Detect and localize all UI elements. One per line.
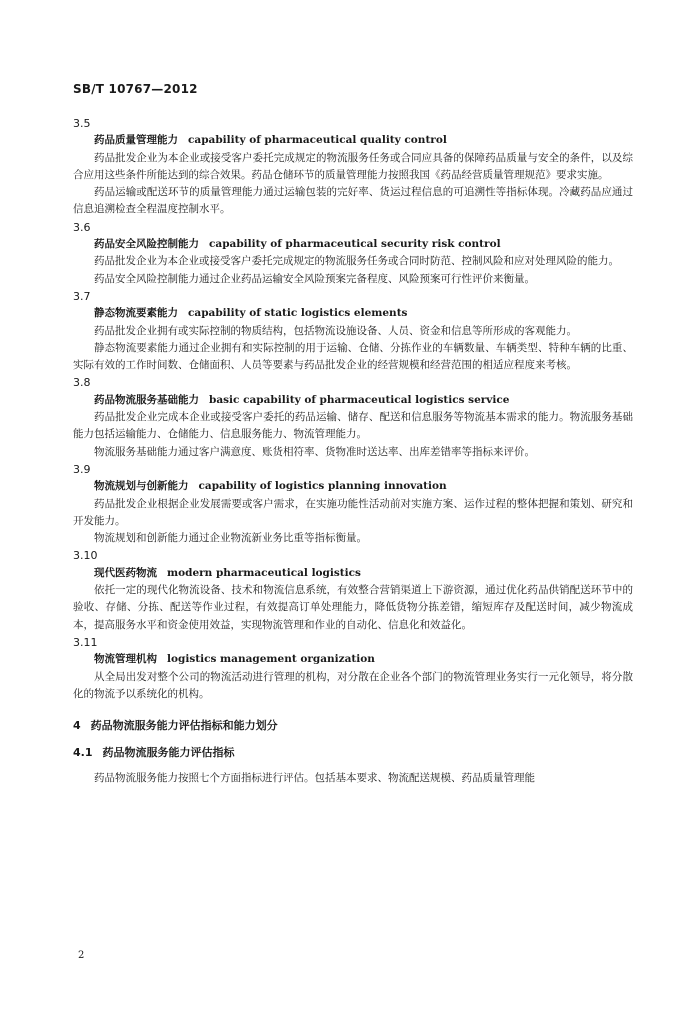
clause-3-11 bbox=[73, 634, 633, 703]
subsection-title: 药品物流服务能力评估指标 bbox=[102, 746, 235, 760]
clause-paragraph: 物流规划和创新能力通过企业物流新业务比重等指标衡量。 bbox=[94, 532, 367, 545]
clause-paragraph: 静态物流要素能力通过企业拥有和实际控制的用于运输、仓储、分拣作业的车辆数量、车辆类型、特种车辆的比重、实际有效的工作时间数、仓储面积、人员等要素与药品批发企业的经营规模和经营范围的相适应程度来考核。 bbox=[73, 341, 633, 372]
clause-number: 3.7 bbox=[73, 289, 91, 303]
section-title: 药品物流服务能力评估指标和能力划分 bbox=[90, 719, 278, 733]
term-chinese: 物流管理机构 bbox=[94, 653, 157, 666]
page-number: 2 bbox=[78, 950, 85, 961]
clause-number: 3.11 bbox=[73, 635, 98, 649]
clause-paragraph: 药品批发企业为本企业或接受客户委托完成规定的物流服务任务或合同时防范、控制风险和应对处理风险的能力。 bbox=[94, 255, 619, 268]
term-english: modern pharmaceutical logistics bbox=[167, 566, 361, 579]
clause-paragraph: 药品批发企业根据企业发展需要或客户需求，在实施功能性活动前对实施方案、运作过程的整体把握和策划、研究和开发能力。 bbox=[73, 497, 633, 527]
clause-paragraph: 药品批发企业为本企业或接受客户委托完成规定的物流服务任务或合同应具备的保障药品质量与安全的条件，以及综合应用这些条件所能达到的综合效果。药品仓储环节的质量管理能力按照我国《药品经营质量管理规范》要求实施。 bbox=[73, 151, 633, 181]
standard-code: SB/T 10767—2012 bbox=[73, 82, 198, 96]
term-heading bbox=[73, 565, 633, 582]
clause-paragraph: 从全局出发对整个公司的物流活动进行管理的机构，对分散在企业各个部门的物流管理业务实行一元化领导，将分散化的物流予以系统化的机构。 bbox=[73, 670, 633, 700]
term-chinese: 药品物流服务基础能力 bbox=[94, 393, 199, 406]
subsection-paragraph: 药品物流服务能力按照七个方面指标进行评估。包括基本要求、物流配送规模、药品质量管理能 bbox=[94, 771, 535, 784]
clause-3-9 bbox=[73, 461, 633, 547]
section-4-heading bbox=[73, 717, 633, 734]
clause-3-6 bbox=[73, 219, 633, 288]
term-heading bbox=[73, 651, 633, 668]
term-english: capability of logistics planning innovation bbox=[198, 480, 447, 493]
document-body bbox=[73, 115, 633, 787]
term-heading bbox=[73, 305, 633, 322]
term-english: basic capability of pharmaceutical logistics service bbox=[209, 393, 510, 406]
term-english: capability of static logistics elements bbox=[188, 307, 408, 320]
clause-paragraph: 药品运输或配送环节的质量管理能力通过运输包装的完好率、货运过程信息的可追溯性等指标体现。冷藏药品应通过信息追溯检查全程温度控制水平。 bbox=[73, 186, 633, 216]
term-english: capability of pharmaceutical quality control bbox=[188, 134, 447, 147]
term-heading bbox=[73, 236, 633, 253]
term-chinese: 物流规划与创新能力 bbox=[94, 480, 189, 493]
clause-paragraph: 药品安全风险控制能力通过企业药品运输安全风险预案完备程度、风险预案可行性评价来衡量。 bbox=[94, 272, 535, 285]
clause-paragraph: 药品批发企业完成本企业或接受客户委托的药品运输、储存、配送和信息服务等物流基本需求的能力。物流服务基础能力包括运输能力、仓储能力、信息服务能力、物流管理能力。 bbox=[73, 411, 633, 441]
section-number: 4 bbox=[73, 719, 81, 733]
term-english: capability of pharmaceutical security risk control bbox=[209, 238, 501, 251]
term-chinese: 药品质量管理能力 bbox=[94, 134, 178, 147]
subsection-number: 4.1 bbox=[73, 746, 93, 760]
clause-number: 3.10 bbox=[73, 549, 98, 563]
clause-number: 3.9 bbox=[73, 462, 91, 476]
clause-number: 3.6 bbox=[73, 220, 91, 234]
term-heading bbox=[73, 478, 633, 495]
clause-number: 3.5 bbox=[73, 117, 91, 130]
term-heading bbox=[73, 132, 633, 149]
term-chinese: 静态物流要素能力 bbox=[94, 307, 178, 320]
term-chinese: 现代医药物流 bbox=[94, 566, 157, 579]
section-4-1-heading bbox=[73, 744, 633, 761]
term-chinese: 药品安全风险控制能力 bbox=[94, 238, 199, 251]
clause-3-10 bbox=[73, 547, 633, 633]
clause-3-7 bbox=[73, 288, 633, 374]
clause-paragraph: 药品批发企业拥有或实际控制的物质结构，包括物流设施设备、人员、资金和信息等所形成的客观能力。 bbox=[94, 324, 577, 337]
clause-3-5 bbox=[73, 115, 633, 219]
clause-3-8 bbox=[73, 374, 633, 460]
clause-number: 3.8 bbox=[73, 376, 91, 390]
term-heading bbox=[73, 392, 633, 409]
clause-paragraph: 物流服务基础能力通过客户满意度、账货相符率、货物准时送达率、出库差错率等指标来评价。 bbox=[94, 445, 535, 458]
clause-paragraph: 依托一定的现代化物流设备、技术和物流信息系统，有效整合营销渠道上下游资源，通过优化药品供销配送环节中的验收、存储、分拣、配送等作业过程，有效提高订单处理能力，降低货物分拣差错，缩短库存及配送时间，减少物流成本，提高服务水平和资金使用效益，实现物流管理和作业的自动化、信息化和效益化。 bbox=[73, 584, 633, 631]
term-english: logistics management organization bbox=[167, 653, 375, 666]
